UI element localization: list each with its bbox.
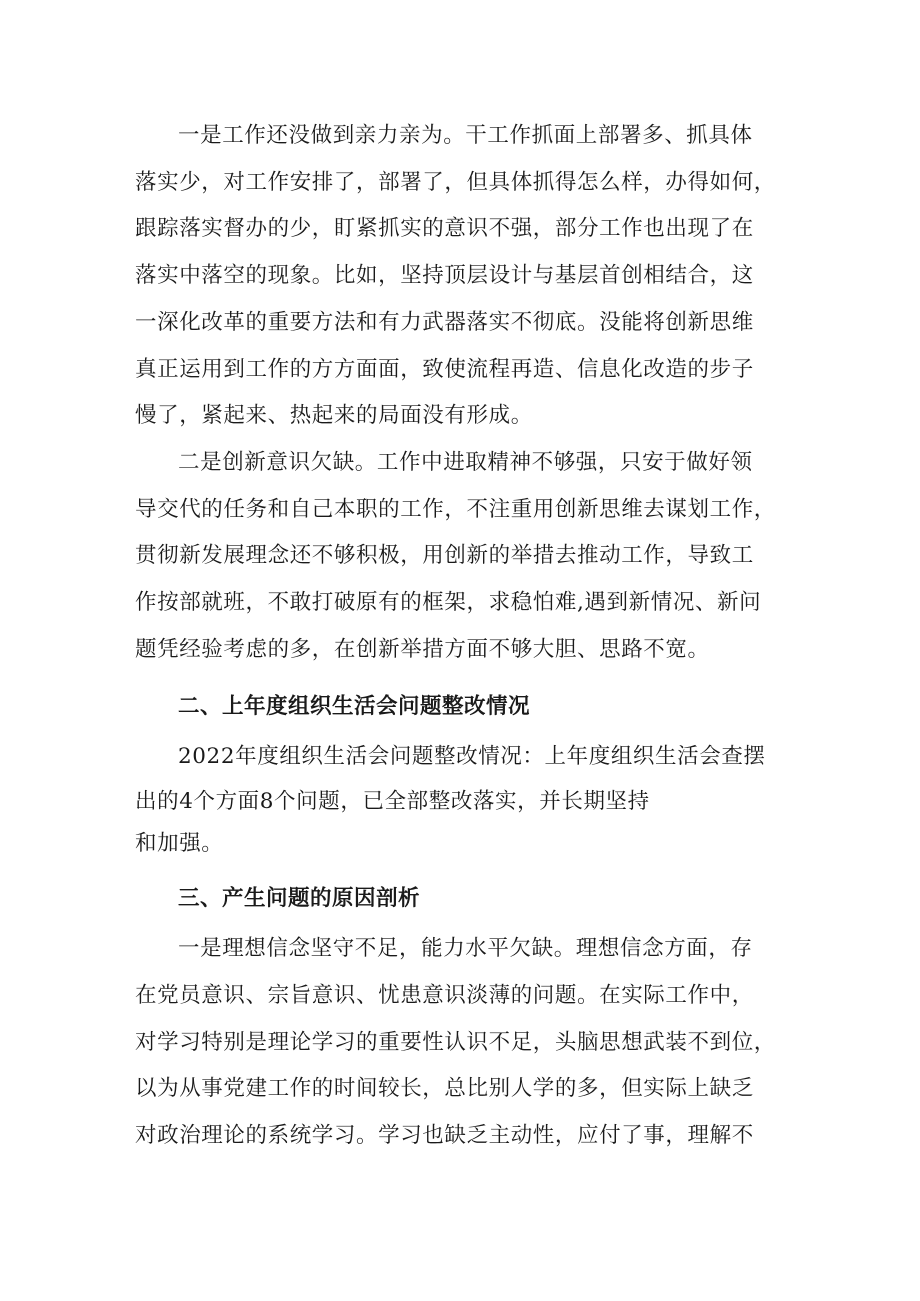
text-line: 贯彻新发展理念还不够积极，用创新的举措去推动工作，导致工 [135, 543, 754, 569]
paragraph-work-not-personal [135, 113, 797, 440]
text-line: 落实少，对工作安排了，部署了，但具体抓得怎么样，办得如何， [135, 169, 776, 195]
text-line: 慢了，紧起来、热起来的局面没有形成。 [135, 403, 533, 429]
text-line: 对政治理论的系统学习。学习也缺乏主动性，应付了事，理解不 [135, 1122, 754, 1148]
text-line: 一是工作还没做到亲力亲为。干工作抓面上部署多、抓具体 [178, 123, 753, 148]
text-line: 二是创新意识欠缺。工作中进取精神不够强，只安于做好领 [178, 449, 753, 475]
section-heading-rectification: 二、上年度组织生活会问题整改情况 [178, 694, 531, 720]
text-line: 对学习特别是理论学习的重要性认识不足，头脑思想武装不到位， [135, 1029, 776, 1055]
document-page [135, 113, 797, 1160]
text-line: 在党员意识、宗旨意识、忧患意识淡薄的问题。在实际工作中， [135, 982, 754, 1008]
text-line: 和加强。 [135, 831, 224, 857]
paragraph-rectification-status [135, 734, 797, 865]
paragraph-innovation-lacking [135, 440, 797, 674]
text-line: 以为从事党建工作的时间较长，总比别人学的多，但实际上缺乏 [135, 1076, 754, 1102]
text-line: 导交代的任务和自己本职的工作，不注重用创新思维去谋划工作， [135, 496, 776, 522]
paragraph-ideals-beliefs [135, 926, 797, 1160]
text-line: 题凭经验考虑的多，在创新举措方面不够大胆、思路不宽。 [135, 636, 710, 662]
text-line: 跟踪落实督办的少，盯紧抓实的意识不强，部分工作也出现了在 [135, 216, 754, 242]
text-line: 真正运用到工作的方方面面，致使流程再造、信息化改造的步子 [135, 356, 754, 382]
text-line: 一是理想信念坚守不足，能力水平欠缺。理想信念方面，存 [178, 936, 753, 962]
section-heading-cause-analysis: 三、产生问题的原因剖析 [178, 886, 421, 912]
text-line: 作按部就班，不敢打破原有的框架，求稳怕难,遇到新情况、新问 [135, 590, 762, 616]
text-line: 一深化改革的重要方法和有力武器落实不彻底。没能将创新思维 [135, 309, 754, 335]
text-line: 落实中落空的现象。比如，坚持顶层设计与基层首创相结合，这 [135, 263, 754, 289]
text-line: 出的4个方面8个问题，已全部整改落实，并长期坚持 [135, 789, 650, 815]
text-line: 2022年度组织生活会问题整改情况：上年度组织生活会查摆 [178, 744, 766, 770]
